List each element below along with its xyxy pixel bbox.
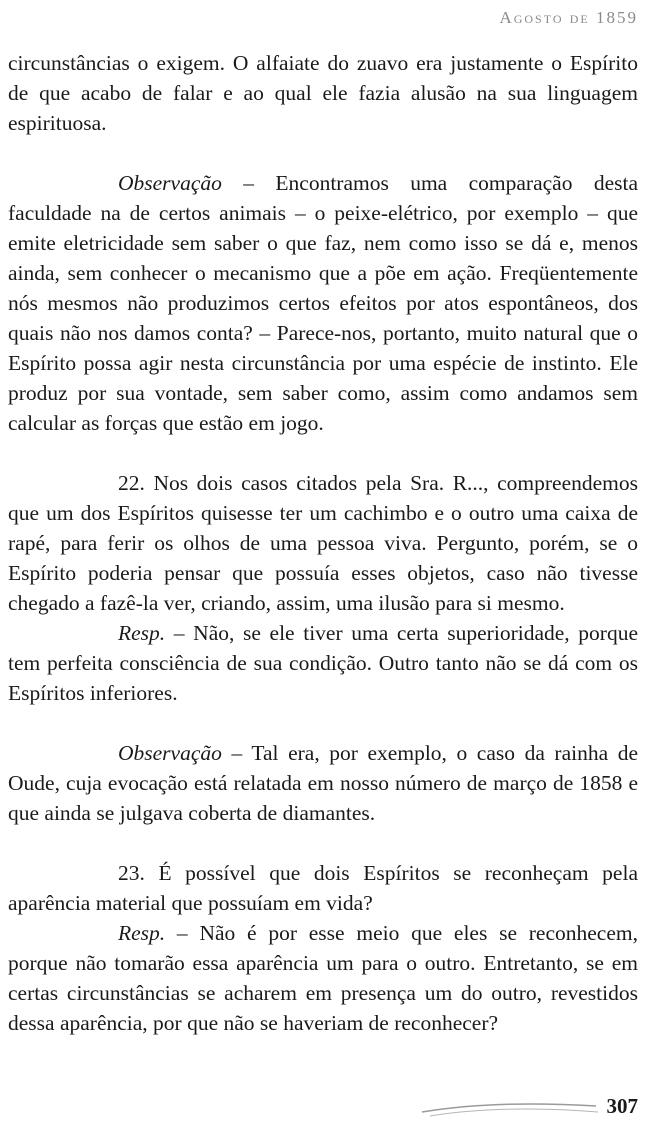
observacao-label: Observação [118,171,222,195]
resp-label: Resp. [118,621,166,645]
paragraph-text: – Não é por esse meio que eles se reconhecem, porque não tomarão essa aparência um para o outro. Entretanto, se em certas circunstâncias se acharem em presença um do outro, revestidos dessa aparência, por que não se haveriam de reconhecer? [8,921,638,1035]
running-head: Agosto de 1859 [499,8,638,27]
page-body [8,48,638,1038]
paragraph-question-23 [8,858,638,918]
paragraph-text: – Encontramos uma comparação desta faculdade na de certos animais – o peixe-elétrico, por exemplo – que emite eletricidade sem saber o que faz, nem como isso se dá e, menos ainda, sem conhecer o mecanismo que a põe em ação. Freqüentemente nós mesmos não produzimos certos efeitos por atos espontâneos, dos quais não nos damos conta? – Parece-nos, portanto, muito natural que o Espírito possa agir nesta circunstância por uma espécie de instinto. Ele produz por sua vontade, sem saber como, assim como andamos sem calcular as forças que estão em jogo. [8,171,638,435]
paragraph-text: circunstâncias o exigem. O alfaiate do zuavo era justamente o Espírito de que acabo de falar e ao qual ele fazia alusão na sua linguagem espirituosa. [8,51,638,135]
page-number: 307 [606,1094,638,1118]
paragraph-continuation [8,48,638,138]
observacao-label: Observação [118,741,222,765]
paragraph-observacao-2 [8,738,638,828]
paragraph-text: 23. É possível que dois Espíritos se reconheçam pela aparência material que possuíam em vida? [8,861,638,915]
decorative-swoosh-ornament [420,1090,600,1122]
resp-label: Resp. [118,921,166,945]
paragraph-question-22 [8,468,638,618]
paragraph-answer-23 [8,918,638,1038]
paragraph-observacao-1 [8,168,638,438]
paragraph-text: – Não, se ele tiver uma certa superioridade, porque tem perfeita consciência de sua condição. Outro tanto não se dá com os Espíritos inferiores. [8,621,638,705]
paragraph-text: 22. Nos dois casos citados pela Sra. R..., compreendemos que um dos Espíritos quisesse ter um cachimbo e o outro uma caixa de rapé, para ferir os olhos de uma pessoa viva. Pergunto, porém, se o Espírito poderia pensar que possuía esses objetos, caso não tivesse chegado a fazê-la ver, criando, assim, uma ilusão para si mesmo. [8,471,638,615]
paragraph-text: – Tal era, por exemplo, o caso da rainha de Oude, cuja evocação está relatada em nosso número de março de 1858 e que ainda se julgava coberta de diamantes. [8,741,638,825]
paragraph-answer-22 [8,618,638,708]
